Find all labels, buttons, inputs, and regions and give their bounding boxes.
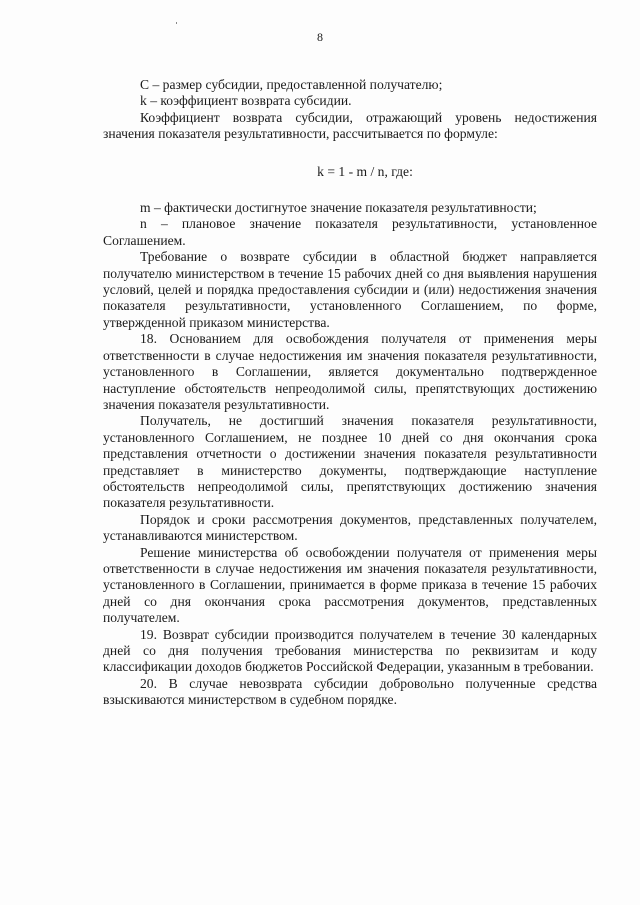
paragraph-ministry-decision: Решение министерства об освобождении получателя от применения меры ответственности в случае недостижения им значения показателя результативности, установленного в Соглашении, принимается в форме приказа в течение 15 рабочих дней со дня окончания срока рассмотрения документов, представленных получателем. [103, 544, 597, 626]
paragraph-review-procedure: Порядок и сроки рассмотрения документов, представленных получателем, устанавливаются министерством. [103, 511, 597, 544]
paragraph-coefficient-intro: Коэффициент возврата субсидии, отражающий уровень недостижения значения показателя результативности, рассчитывается по формуле: [103, 109, 597, 142]
paragraph-m-definition: m – фактически достигнутое значение показателя результативности; [140, 200, 537, 216]
formula: k = 1 - m / n, где: [317, 163, 413, 179]
paragraph-recipient-documents: Получатель, не достигший значения показателя результативности, установленного Соглашением, не позднее 10 дней со дня окончания срока представления отчетности о достижении значения показателя результативности представляет в министерство документы, подтверждающие наступление обстоятельств непреодолимой силы, препятствующих достижению значения показателя результативности. [103, 413, 597, 511]
paragraph-clause-18: 18. Основанием для освобождения получателя от применения меры ответственности в случае недостижения им значения показателя результативности, установленного в Соглашении, является документально подтвержденное наступление обстоятельств непреодолимой силы, препятствующих достижению значения показателя результативности. [103, 331, 597, 412]
paragraph-return-requirement: Требование о возврате субсидии в областной бюджет направляется получателю министерством в течение 15 рабочих дней со дня выявления нарушения условий, целей и порядка предоставления субсидии и (или) недостижения значения показателя результативности, установленного Соглашением, по форме, утвержденной приказом министерства. [103, 249, 597, 330]
paragraph-n-definition: n – плановое значение показателя результативности, установленное Соглашением. [103, 216, 597, 248]
page-number: 8 [317, 30, 323, 44]
scan-mark [176, 22, 177, 24]
paragraph-clause-19: 19. Возврат субсидии производится получателем в течение 30 календарных дней со дня получения требования министерства по реквизитам и коду классификации доходов бюджетов Российской Федерации, указанным в требовании. [103, 626, 597, 675]
document-body [103, 77, 597, 709]
paragraph-c-definition: С – размер субсидии, предоставленной получателю; [140, 77, 443, 92]
paragraph-clause-20: 20. В случае невозврата субсидии добровольно полученные средства взыскиваются министерством в судебном порядке. [103, 675, 597, 708]
paragraph-k-definition: k – коэффициент возврата субсидии. [140, 93, 352, 109]
